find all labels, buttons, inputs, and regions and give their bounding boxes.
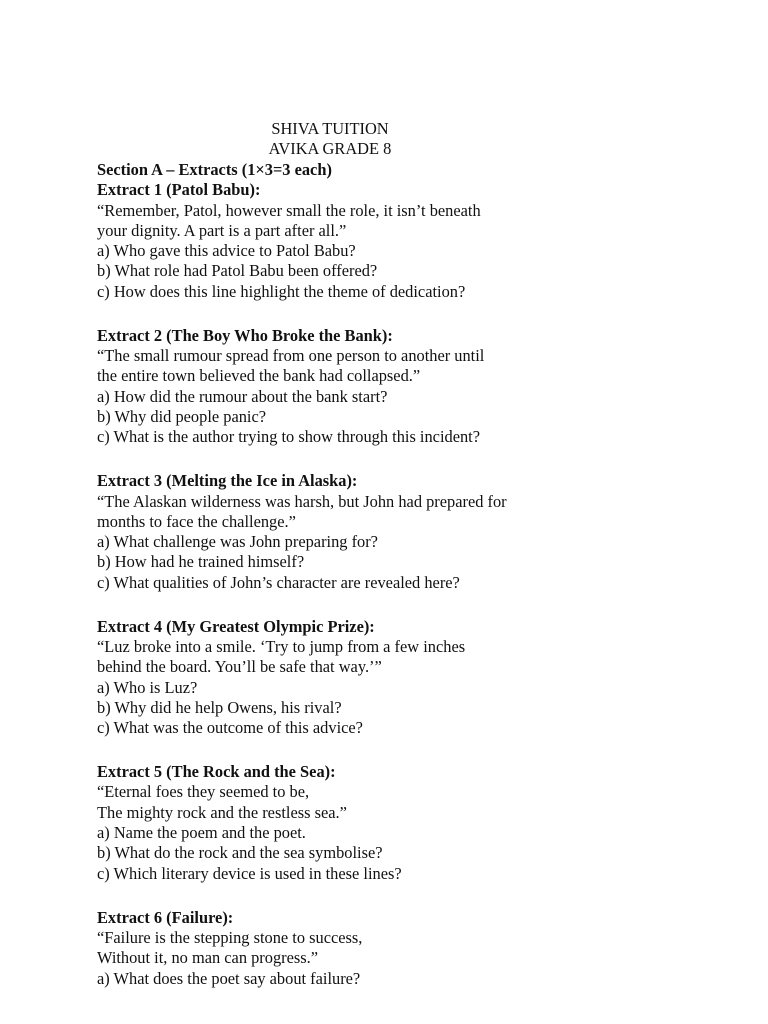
extract-quote-line: “Eternal foes they seemed to be, [97,782,310,802]
question-line: b) What do the rock and the sea symbolise? [97,843,383,863]
question-line: a) What challenge was John preparing for? [97,532,378,552]
extract-quote-line: behind the board. You’ll be safe that way.’” [97,657,382,677]
question-line: a) Who is Luz? [97,677,198,697]
question-line: b) How had he trained himself? [97,552,305,572]
extract-block [97,762,617,884]
extract-title: Extract 3 (Melting the Ice in Alaska): [97,471,358,491]
extract-quote-line: “Luz broke into a smile. ‘Try to jump from a few inches [97,637,466,656]
extract-title: Extract 1 (Patol Babu): [97,180,261,200]
extract-quote-line: The mighty rock and the restless sea.” [97,802,347,822]
question-line: c) What was the outcome of this advice? [97,718,363,738]
question-line: c) Which literary device is used in these lines? [97,863,402,883]
extract-quote-line: “Failure is the stepping stone to success, [97,927,363,947]
question-line: a) Name the poem and the poet. [97,823,306,843]
extract-quote-line: the entire town believed the bank had collapsed.” [97,366,421,386]
extract-quote-line: “Remember, Patol, however small the role, it isn’t beneath [97,200,481,220]
extract-quote-line: Without it, no man can progress.” [97,948,319,968]
extract-title: Extract 4 (My Greatest Olympic Prize): [97,616,375,636]
question-line: b) Why did people panic? [97,406,267,426]
extract-title: Extract 2 (The Boy Who Broke the Bank): [97,325,393,345]
extract-quote-line: “The Alaskan wilderness was harsh, but John had prepared for [97,491,507,511]
question-line: c) What qualities of John’s character are revealed here? [97,572,460,592]
question-line: b) Why did he help Owens, his rival? [97,697,342,717]
extract-block [97,180,617,302]
document-header [97,119,563,160]
extract-quote-line: your dignity. A part is a part after all.” [97,220,347,240]
question-line: c) How does this line highlight the theme of dedication? [97,281,466,301]
extract-block [97,326,617,448]
question-line: a) How did the rumour about the bank start? [97,386,388,406]
extract-block [97,617,617,739]
extract-block [97,471,617,593]
extract-title: Extract 5 (The Rock and the Sea): [97,762,336,782]
grade-title: AVIKA GRADE 8 [268,139,392,159]
question-line: c) What is the author trying to show through this incident? [97,427,480,447]
question-line: b) What role had Patol Babu been offered? [97,261,378,281]
extract-quote-line: “The small rumour spread from one person to another until [97,346,485,366]
extract-block [97,908,617,989]
institute-name: SHIVA TUITION [271,119,389,138]
extract-quote-line: months to face the challenge.” [97,511,296,531]
extract-title: Extract 6 (Failure): [97,907,234,927]
question-line: a) Who gave this advice to Patol Babu? [97,241,356,261]
question-line: a) What does the poet say about failure? [97,968,361,988]
section-title: Section A – Extracts (1×3=3 each) [97,160,332,179]
document-body [97,160,617,989]
